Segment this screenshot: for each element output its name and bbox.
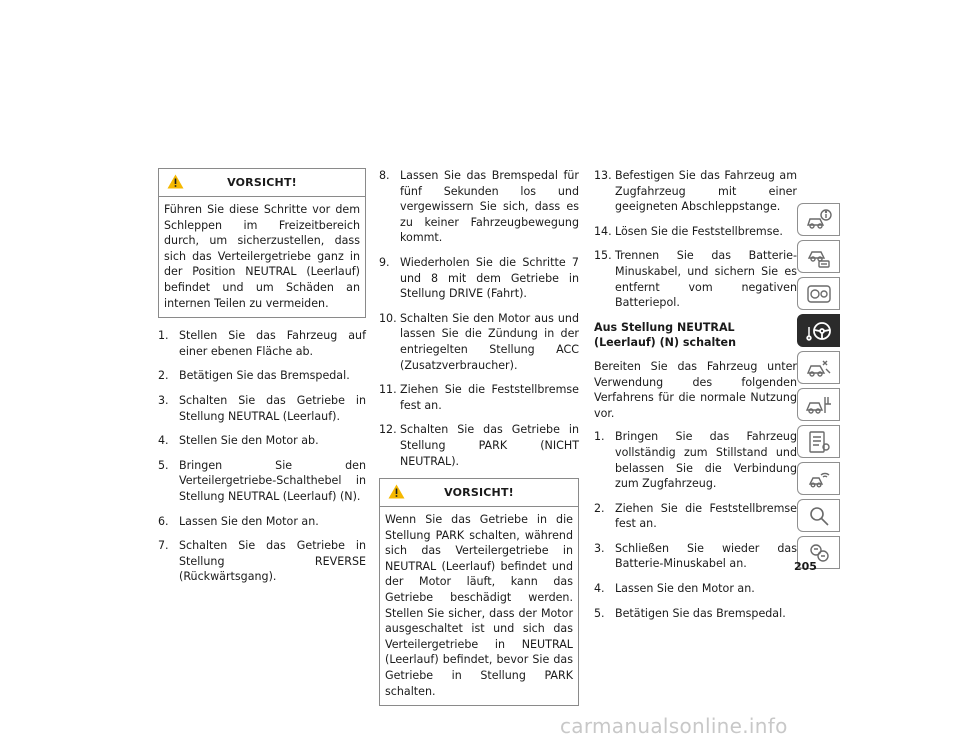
steps-list [158,328,366,585]
caution-title: VORSICHT! [227,176,297,189]
list-item: 5. Betätigen Sie das Bremspedal. [594,606,786,620]
list-item: 4. Stellen Sie den Motor ab. [158,434,319,448]
tab-multimedia[interactable] [797,462,840,495]
steering-wheel-icon [804,318,834,344]
page-number: 205 [794,560,817,573]
caution-text: Führen Sie diese Schritte vor dem Schleppen im Freizeitbereich durch, um sicherzustellen, dass sich das Verteilergetriebe ganz in der Position NEUTRAL (Leerlauf) befindet und um Schäden an internen Teilen zu vermeiden. [164,203,360,310]
list-item: 3. Schließen Sie wieder das Batterie-Minuskabel an. [594,541,797,571]
maintenance-list-icon [804,429,834,455]
list-item: 13. Befestigen Sie das Fahrzeug am Zugfahrzeug mit einer geeigneten Abschleppstange. [594,169,797,214]
list-item: 4. Lassen Sie den Motor an. [594,582,755,596]
list-item: 7. Schalten Sie das Getriebe in Stellung REVERSE (Rückwärtsgang). [158,539,366,584]
caution-box [158,168,366,318]
caution-title: VORSICHT! [444,486,514,500]
dashboard-icon [804,281,834,307]
tab-dashboard[interactable] [797,277,840,310]
tab-starting-operating[interactable] [797,314,840,347]
caution-header [380,479,578,507]
list-item: 14. Lösen Sie die Feststellbremse. [594,224,783,238]
list-item: 2. Ziehen Sie die Feststellbremse fest an. [594,501,797,531]
list-item: 5. Bringen Sie den Verteilergetriebe-Schalthebel in Stellung NEUTRAL (Leerlauf) (N). [158,458,366,503]
multimedia-icon [804,466,834,492]
list-item: 11. Ziehen Sie die Feststellbremse fest an. [379,383,579,412]
steps-list [379,168,579,469]
steps-list [594,429,797,621]
watermark: carmanualsonline.info [560,714,788,738]
left-column [158,168,366,594]
tab-maintenance[interactable] [797,425,840,458]
list-item: 1. Stellen Sie das Fahrzeug auf einer ebenen Fläche ab. [158,329,366,358]
caution-header [159,169,365,197]
search-icon [804,503,834,529]
list-item: 12. Schalten Sie das Getriebe in Stellung PARK (NICHT NEUTRAL). [379,423,579,468]
list-item: 2. Betätigen Sie das Bremspedal. [158,369,350,383]
car-crash-icon [804,355,834,381]
tab-service[interactable] [797,388,840,421]
middle-column [379,168,579,716]
warning-icon [167,174,184,189]
section-heading: Aus Stellung NEUTRAL (Leerlauf) (N) schalten [594,320,736,350]
list-item: 8. Lassen Sie das Bremspedal für fünf Sekunden los und vergewissern Sie sich, dass es zu keiner Fahrzeugbewegung kommt. [379,169,579,245]
steps-list [594,168,797,311]
chapter-tabs [797,203,841,573]
list-item: 10. Schalten Sie den Motor aus und lassen Sie die Zündung in der entriegelten Stellung ACC (Zusatzverbraucher). [379,311,579,372]
warning-icon [388,484,405,499]
list-item: 15. Trennen Sie das Batterie-Minuskabel, und sichern Sie es entfernt vom negativen Batteriepol. [594,249,797,310]
list-item: 1. Bringen Sie das Fahrzeug vollständig zum Stillstand und belassen Sie die Verbindung zum Zugfahrzeug. [594,430,797,491]
caution-box [379,478,579,706]
right-column [594,168,797,630]
tab-index[interactable] [797,499,840,532]
car-service-icon [804,392,834,418]
list-item: 6. Lassen Sie den Motor an. [158,514,319,528]
list-item: 9. Wiederholen Sie die Schritte 7 und 8 mit dem Getriebe in Stellung DRIVE (Fahrt). [379,255,579,301]
car-info-icon [804,207,834,233]
caution-text: Wenn Sie das Getriebe in die Stellung PARK schalten, während sich das Verteilergetriebe in NEUTRAL (Leerlauf) befindet und der Motor läuft, kann das Getriebe beschädigt werden. Stellen Sie sicher, dass der Motor ausgeschaltet ist und sich das Verteilergetriebe in NEUTRAL (Leerlauf) befindet, bevor Sie das Getriebe in Stellung PARK schalten. [385,513,573,698]
list-item: 3. Schalten Sie das Getriebe in Stellung NEUTRAL (Leerlauf). [158,393,366,423]
car-key-icon [804,244,834,270]
intro-paragraph: Bereiten Sie das Fahrzeug unter Verwendung des folgenden Verfahrens für die normale Nutzung vor. [594,359,797,420]
tab-emergency[interactable] [797,351,840,384]
tab-car-key[interactable] [797,240,840,273]
tab-car-info[interactable] [797,203,840,236]
